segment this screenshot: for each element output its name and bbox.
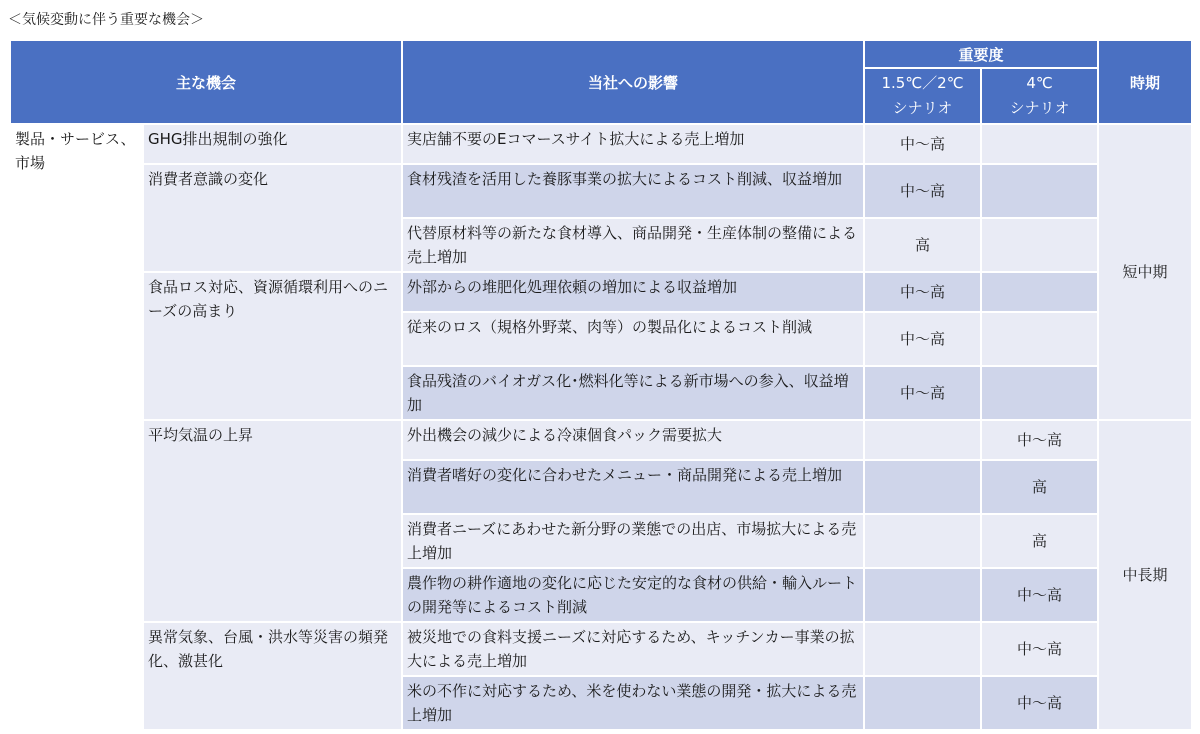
importance-4c-cell (981, 272, 1098, 312)
importance-4c-cell (981, 124, 1098, 164)
importance-4c-cell: 高 (981, 514, 1098, 568)
impact-cell: 従来のロス（規格外野菜、肉等）の製品化によるコスト削減 (402, 312, 864, 366)
header-scenario-1-5c-line1: 1.5℃／2℃ (881, 74, 964, 92)
opportunity-cell: 平均気温の上昇 (143, 420, 402, 622)
header-scenario-4c-line2: シナリオ (1009, 99, 1070, 117)
header-impact: 当社への影響 (402, 40, 864, 124)
importance-4c-cell (981, 164, 1098, 218)
importance-1-5c-cell: 中～高 (864, 164, 981, 218)
impact-cell: 消費者嗜好の変化に合わせたメニュー・商品開発による売上増加 (402, 460, 864, 514)
importance-1-5c-cell: 中～高 (864, 272, 981, 312)
header-scenario-1-5c-line2: シナリオ (892, 99, 953, 117)
importance-1-5c-cell: 高 (864, 218, 981, 272)
category-cell: 製品・サービス、市場 (10, 124, 143, 730)
importance-1-5c-cell (864, 420, 981, 460)
period-cell: 短中期 (1098, 124, 1192, 420)
importance-1-5c-cell: 中～高 (864, 124, 981, 164)
period-cell: 中長期 (1098, 420, 1192, 730)
table-row (10, 272, 1192, 312)
importance-1-5c-cell (864, 568, 981, 622)
impact-cell: 消費者ニーズにあわせた新分野の業態での出店、市場拡大による売上増加 (402, 514, 864, 568)
importance-1-5c-cell (864, 514, 981, 568)
header-scenario-4c (981, 68, 1098, 124)
impact-cell: 外出機会の減少による冷凍個食パック需要拡大 (402, 420, 864, 460)
opportunity-cell: 消費者意識の変化 (143, 164, 402, 272)
impact-cell: 米の不作に対応するため、米を使わない業態の開発・拡大による売上増加 (402, 676, 864, 730)
impact-cell: 実店舗不要のEコマースサイト拡大による売上増加 (402, 124, 864, 164)
table-row (10, 124, 1192, 164)
table-row (10, 420, 1192, 460)
impact-cell: 食品残渣のバイオガス化･燃料化等による新市場への参入、収益増加 (402, 366, 864, 420)
table-caption: ＜気候変動に伴う重要な機会＞ (8, 12, 204, 28)
importance-4c-cell: 中～高 (981, 420, 1098, 460)
impact-cell: 代替原材料等の新たな食材導入、商品開発・生産体制の整備による売上増加 (402, 218, 864, 272)
impact-cell: 食材残渣を活用した養豚事業の拡大によるコスト削減、収益増加 (402, 164, 864, 218)
importance-4c-cell (981, 312, 1098, 366)
importance-4c-cell: 高 (981, 460, 1098, 514)
importance-4c-cell (981, 218, 1098, 272)
importance-1-5c-cell (864, 676, 981, 730)
impact-cell: 被災地での食料支援ニーズに対応するため、キッチンカー事業の拡大による売上増加 (402, 622, 864, 676)
opportunity-cell: GHG排出規制の強化 (143, 124, 402, 164)
header-scenario-4c-line1: 4℃ (1026, 74, 1053, 92)
impact-cell: 農作物の耕作適地の変化に応じた安定的な食材の供給・輸入ルートの開発等によるコスト削減 (402, 568, 864, 622)
importance-1-5c-cell (864, 622, 981, 676)
header-scenario-1-5c (864, 68, 981, 124)
opportunity-cell: 異常気象、台風・洪水等災害の頻発化、激甚化 (143, 622, 402, 730)
importance-1-5c-cell: 中～高 (864, 312, 981, 366)
table-row (10, 164, 1192, 218)
importance-4c-cell: 中～高 (981, 676, 1098, 730)
importance-1-5c-cell: 中～高 (864, 366, 981, 420)
impact-cell: 外部からの堆肥化処理依頼の増加による収益増加 (402, 272, 864, 312)
importance-1-5c-cell (864, 460, 981, 514)
importance-4c-cell: 中～高 (981, 568, 1098, 622)
table-row (10, 622, 1192, 676)
opportunity-cell: 食品ロス対応、資源循環利用へのニーズの高まり (143, 272, 402, 420)
climate-opportunities-table (9, 39, 1193, 731)
header-opportunity: 主な機会 (10, 40, 402, 124)
importance-4c-cell: 中～高 (981, 622, 1098, 676)
header-period: 時期 (1098, 40, 1192, 124)
importance-4c-cell (981, 366, 1098, 420)
header-importance: 重要度 (864, 40, 1098, 68)
